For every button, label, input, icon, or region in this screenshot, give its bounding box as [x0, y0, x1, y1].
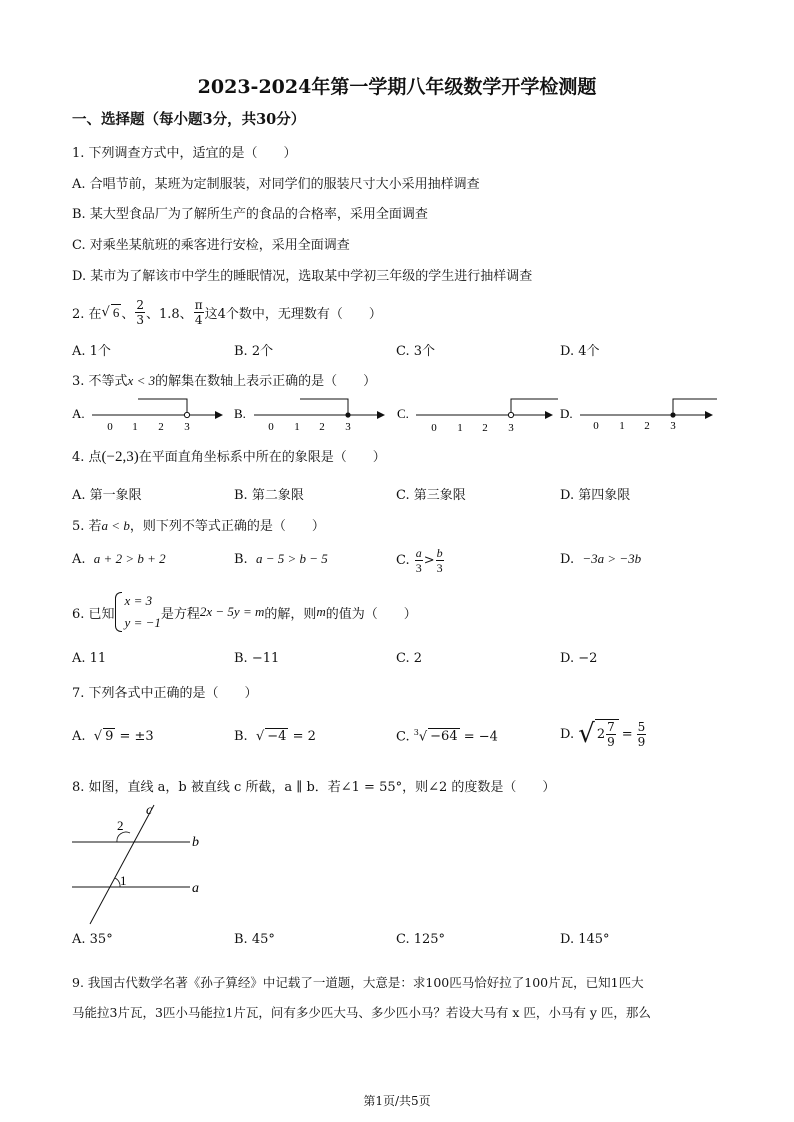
q2-mid: 、1.8、 — [146, 306, 193, 322]
q2-sqrt-arg: 6 — [112, 304, 120, 320]
q3-range-a — [138, 399, 187, 415]
q3-tick-d0: 0 — [593, 420, 599, 432]
q5-frac-a — [415, 546, 423, 575]
q3-point-c — [508, 412, 513, 417]
q5-option-b — [234, 551, 328, 567]
q3-tick-d1: 1 — [619, 420, 625, 432]
q5-option-a — [72, 551, 166, 567]
q8-figure — [68, 800, 218, 928]
q7-a-arg: 9 — [105, 729, 114, 744]
q7-d-num: 7 — [607, 720, 615, 734]
q3-tick-c1: 1 — [457, 422, 463, 434]
q1-stem: 1. 下列调查方式中，适宜的是（ ） — [72, 146, 297, 161]
q3-tick-b0: 0 — [268, 421, 274, 433]
q4-option-a: A. 第一象限 — [72, 488, 142, 503]
q7-c-rest: = −4 — [463, 729, 498, 745]
page-footer: 第1页/共5页 — [363, 1094, 431, 1108]
q7-d-result — [637, 720, 647, 749]
q5-frac-a-den: 3 — [415, 560, 422, 575]
sqrt-sign: √ — [101, 304, 110, 320]
q7-a-rest: = ±3 — [119, 729, 154, 744]
angle-2-arc — [117, 832, 130, 842]
q3-tick-c2: 2 — [482, 422, 488, 434]
q2-suffix: 这4个数中，无理数有（ ） — [204, 306, 382, 322]
q6-option-d: D. −2 — [560, 651, 598, 666]
section-heading: 一、选择题（每小题3分，共30分） — [72, 111, 306, 128]
q5-expr-a: a + 2 > b + 2 — [93, 551, 166, 566]
q6-eq1: x = 3 — [124, 593, 153, 608]
q6-system — [115, 590, 161, 634]
q2-prefix: 2. 在 — [72, 306, 102, 322]
q8-option-c: C. 125° — [396, 932, 446, 947]
q7-label-a: A. — [72, 729, 86, 744]
q6-stem-pre: 6. 已知 — [72, 606, 115, 622]
q6-stem-post: 的值为（ ） — [325, 606, 417, 622]
q3-tick-a2: 2 — [158, 421, 164, 433]
q2-frac-den: 3 — [136, 312, 144, 327]
q2-pi-den: 4 — [194, 312, 203, 327]
q5-frac-a-num: a — [415, 545, 422, 560]
q7-option-b — [234, 728, 316, 744]
q3-tick-b2: 2 — [319, 421, 325, 433]
q2-pi-num: π — [194, 297, 203, 312]
q4-stem — [72, 446, 386, 466]
q4-point: (−2,3) — [101, 449, 139, 465]
q3-range-b — [300, 399, 348, 415]
label-c: c — [146, 803, 153, 818]
q3-inequality: x < 3 — [127, 373, 156, 388]
q7-option-c — [396, 728, 498, 744]
q7-label-c: C. — [396, 729, 410, 745]
q6-var: m — [316, 604, 326, 619]
q5-label-c: C. — [396, 552, 410, 568]
q2-option-b: B. 2个 — [234, 344, 274, 359]
q3-tick-a1: 1 — [132, 421, 138, 433]
q2-stem — [72, 294, 382, 330]
page-title: 2023-2024年第一学期八年级数学开学检测题 — [197, 76, 597, 98]
q6-option-b: B. −11 — [234, 651, 280, 666]
q4-stem-post: 在平面直角坐标系中所在的象限是（ ） — [138, 450, 386, 465]
q8-option-a: A. 35° — [72, 932, 113, 947]
q5-expr-d: −3a > −3b — [582, 551, 642, 566]
q1-option-d: D. 某市为了解该市中学生的睡眠情况，选取某中学初三年级的学生进行抽样调查 — [72, 269, 533, 284]
q3-range-d — [673, 399, 717, 415]
q1-option-a: A. 合唱节前，某班为定制服装，对同学们的服装尺寸大小采用抽样调查 — [72, 177, 480, 192]
q8-option-d: D. 145° — [560, 932, 610, 947]
q9-line-1: 9. 我国古代数学名著《孙子算经》中记载了一道题，大意是：求100匹马恰好拉了100片瓦，已知1匹大 — [72, 975, 644, 990]
q5-gt: > — [423, 552, 435, 568]
q4-option-d: D. 第四象限 — [560, 488, 631, 503]
q3-tick-c0: 0 — [431, 422, 437, 434]
q6-stem-mid: 是方程 — [160, 606, 200, 622]
q2-fraction — [135, 298, 145, 327]
q7-d-frac — [606, 720, 616, 749]
q2-option-c: C. 3个 — [396, 344, 436, 359]
sqrt-sign: √ — [578, 719, 595, 749]
q3-stem-pre: 3. 不等式 — [72, 374, 128, 389]
q6-stem-mid2: 的解，则 — [264, 606, 317, 622]
q3-point-b — [345, 412, 350, 417]
q7-d-int: 2 — [596, 727, 606, 742]
q7-d-radicand — [595, 719, 619, 749]
q4-option-c: C. 第三象限 — [396, 488, 466, 503]
q6-stem — [72, 589, 417, 635]
q2-pi-fraction — [194, 298, 204, 327]
q5-option-d — [560, 551, 641, 567]
sqrt-sign: √ — [93, 729, 103, 744]
label-b: b — [192, 835, 199, 850]
q7-b-arg: −4 — [267, 729, 287, 744]
label-angle-2: 2 — [117, 818, 124, 833]
q5-label-d: D. — [560, 552, 575, 567]
q9-line-2: 马能拉3片瓦，3匹小马能拉1片瓦，问有多少匹大马、多少匹小马？若设大马有 x 匹，小马有 y 匹，那么 — [72, 1005, 651, 1020]
q7-b-rest: = 2 — [292, 729, 316, 744]
sqrt-sign: √ — [255, 729, 265, 744]
q2-frac-num: 2 — [136, 297, 144, 312]
q8-option-b: B. 45° — [234, 932, 275, 947]
q5-stem-pre: 5. 若 — [72, 519, 102, 534]
q3-number-lines — [72, 394, 722, 434]
q3-tick-b1: 1 — [294, 421, 300, 433]
q1-option-b: B. 某大型食品厂为了解所生产的食品的合格率，采用全面调查 — [72, 207, 428, 222]
q2-sep: 、 — [121, 306, 135, 322]
q5-label-a: A. — [72, 552, 86, 567]
q6-equation: 2x − 5y = m — [199, 604, 265, 619]
q6-eq2: y = −1 — [124, 615, 161, 630]
q6-option-c: C. 2 — [396, 651, 423, 666]
q5-frac-b-den: 3 — [436, 560, 443, 575]
q5-option-c — [396, 541, 445, 579]
q3-label-b: B. — [234, 406, 246, 421]
q7-d-eq: = — [621, 726, 633, 742]
q7-d-den: 9 — [607, 735, 615, 749]
q3-stem — [72, 370, 376, 389]
label-angle-1: 1 — [120, 873, 127, 888]
label-a: a — [192, 881, 199, 896]
q6-option-a: A. 11 — [72, 651, 107, 666]
q7-option-d — [560, 712, 647, 756]
q3-tick-b3: 3 — [345, 421, 351, 433]
q3-tick-a3: 3 — [184, 421, 190, 433]
q5-label-b: B. — [234, 552, 248, 567]
q3-label-c: C. — [397, 406, 409, 421]
q3-range-c — [511, 399, 558, 415]
q1-option-c: C. 对乘坐某航班的乘客进行安检，采用全面调查 — [72, 238, 350, 253]
q7-label-d: D. — [560, 726, 575, 742]
q3-label-a: A. — [72, 406, 85, 421]
q5-condition: a < b — [101, 518, 130, 533]
q7-label-b: B. — [234, 729, 248, 744]
q7-c-arg: −64 — [430, 729, 458, 745]
q7-d-rden: 9 — [637, 734, 646, 749]
q3-tick-d2: 2 — [644, 420, 650, 432]
q3-point-d — [670, 412, 675, 417]
q2-option-a: A. 1个 — [72, 344, 111, 359]
q3-point-a — [184, 412, 189, 417]
q5-frac-b-num: b — [436, 545, 443, 560]
q3-tick-d3: 3 — [670, 420, 676, 432]
q7-c-index: 3 — [413, 728, 419, 737]
q7-d-rnum: 5 — [637, 719, 646, 734]
q4-stem-pre: 4. 点 — [72, 450, 102, 465]
q3-tick-a0: 0 — [107, 421, 113, 433]
q7-option-a — [72, 728, 154, 744]
q3-tick-c3: 3 — [508, 422, 514, 434]
q7-stem: 7. 下列各式中正确的是（ ） — [72, 686, 258, 701]
q5-frac-b — [436, 546, 444, 575]
q5-stem — [72, 515, 325, 534]
q3-label-d: D. — [560, 406, 573, 421]
q5-expr-b: a − 5 > b − 5 — [255, 551, 328, 566]
q2-option-d: D. 4个 — [560, 344, 600, 359]
q8-stem: 8. 如图，直线 a，b 被直线 c 所截，a ∥ b．若∠1 = 55°，则∠2 的度数是（ ） — [72, 780, 556, 795]
q5-stem-post: ，则下列不等式正确的是（ ） — [129, 519, 325, 534]
q3-stem-post: 的解集在数轴上表示正确的是（ ） — [155, 374, 377, 389]
sqrt-sign: √ — [418, 729, 428, 745]
q4-option-b: B. 第二象限 — [234, 488, 304, 503]
